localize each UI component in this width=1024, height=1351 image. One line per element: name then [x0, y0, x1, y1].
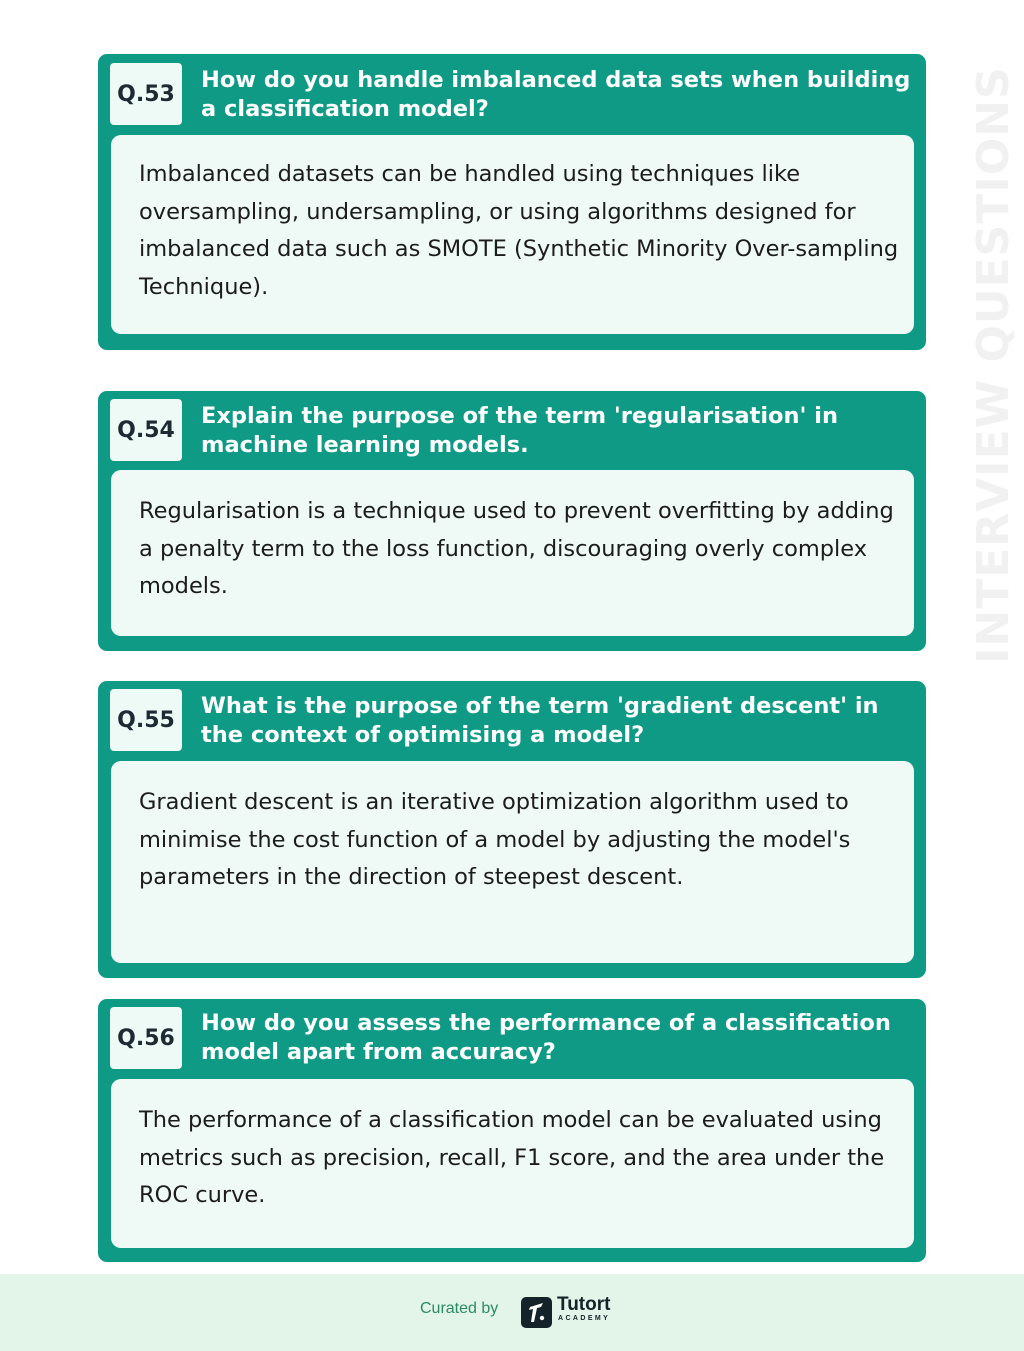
brand-name: Tutort	[557, 1294, 611, 1315]
question-number: Q.56	[110, 1007, 182, 1069]
answer-text: The performance of a classification model can be evaluated using metrics such as precision, recall, F1 score, and the area under the ROC curve.	[139, 1107, 885, 1208]
question-card-53	[98, 54, 926, 350]
question-number: Q.53	[110, 63, 182, 125]
answer-text: Gradient descent is an iterative optimization algorithm used to minimise the cost function of a model by adjusting the model's parameters in the direction of steepest descent.	[139, 789, 851, 890]
question-text: Explain the purpose of the term 'regularisation' in machine learning models.	[201, 403, 838, 458]
question-text: How do you handle imbalanced data sets when building a classification model?	[201, 67, 911, 122]
question-number: Q.55	[110, 689, 182, 751]
footer	[0, 1274, 1024, 1351]
answer-text: Imbalanced datasets can be handled using techniques like oversampling, undersampling, or using algorithms designed for imbalanced data such as SMOTE (Synthetic Minority Over-sampling Technique).	[139, 161, 899, 300]
curated-by-label: Curated by	[420, 1300, 499, 1317]
question-card-55	[98, 681, 926, 978]
answer-box	[111, 135, 914, 334]
question-card-56	[98, 999, 926, 1262]
answer-box	[111, 761, 914, 963]
question-text: What is the purpose of the term 'gradient descent' in the context of optimising a model?	[201, 693, 879, 748]
tutort-logo-icon	[521, 1297, 552, 1328]
brand-subtitle: ACADEMY	[558, 1315, 611, 1322]
question-card-54	[98, 391, 926, 651]
answer-box	[111, 470, 914, 636]
answer-text: Regularisation is a technique used to prevent overfitting by adding a penalty term to the loss function, discouraging overly complex models.	[139, 498, 894, 599]
question-text: How do you assess the performance of a classification model apart from accuracy?	[201, 1010, 891, 1065]
side-title: INTERVIEW QUESTIONS	[968, 66, 1019, 664]
answer-box	[111, 1079, 914, 1248]
question-number: Q.54	[110, 399, 182, 461]
